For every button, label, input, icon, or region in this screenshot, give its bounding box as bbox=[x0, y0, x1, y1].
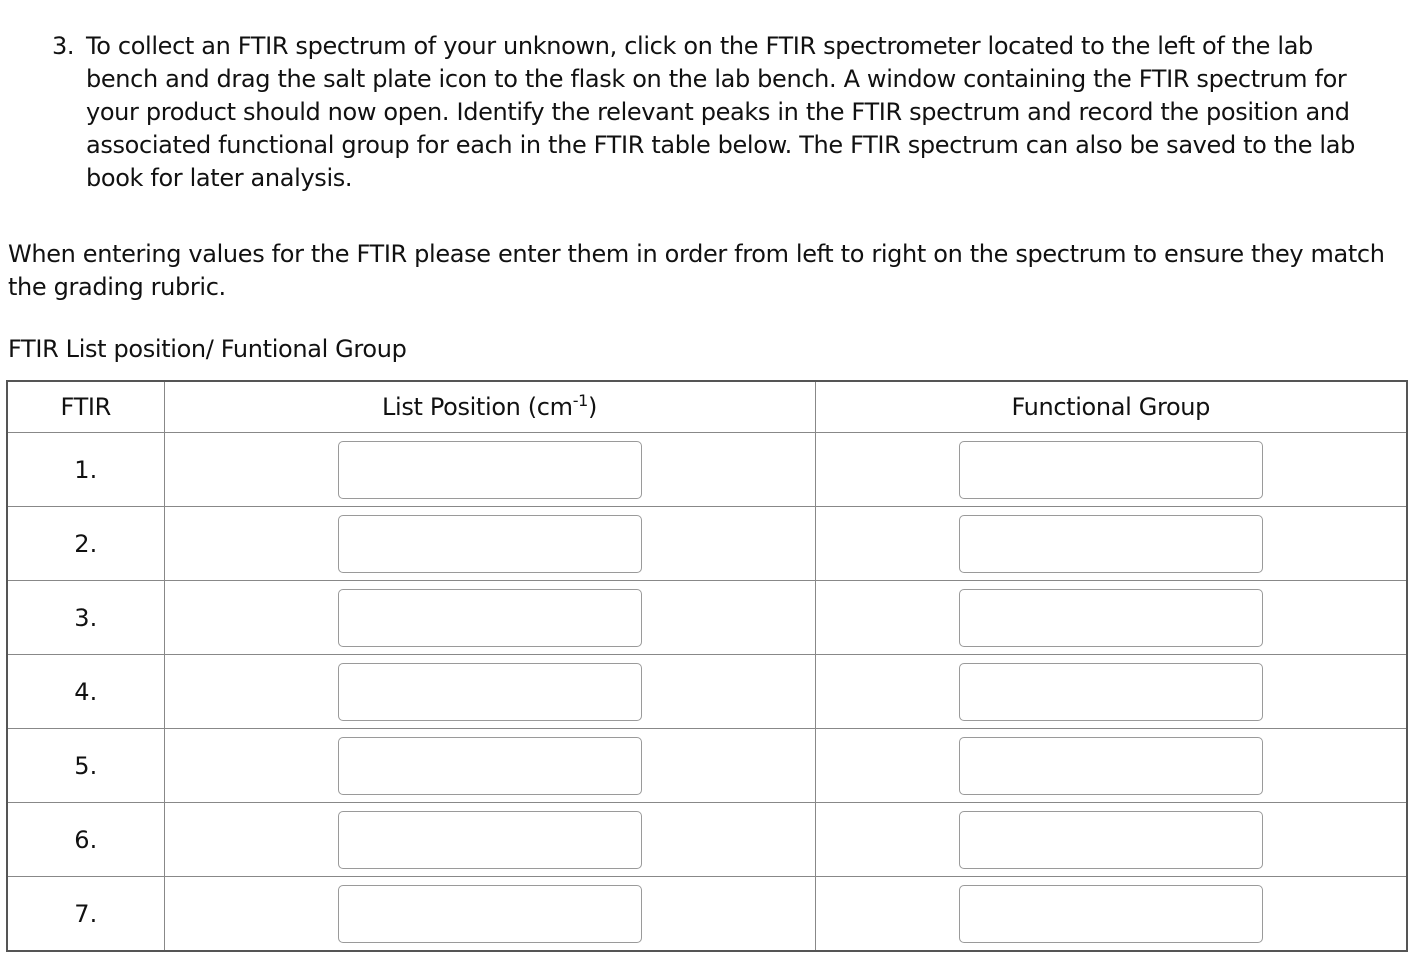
functional-group-input-2[interactable] bbox=[959, 515, 1263, 573]
functional-group-input-7[interactable] bbox=[959, 885, 1263, 943]
position-input-1[interactable] bbox=[338, 441, 642, 499]
position-input-5[interactable] bbox=[338, 737, 642, 795]
row-label: 1. bbox=[7, 433, 164, 507]
table-row bbox=[7, 507, 1407, 581]
header-position-prefix: List Position (cm bbox=[382, 393, 573, 421]
header-functional-group: Functional Group bbox=[815, 381, 1407, 433]
position-input-6[interactable] bbox=[338, 811, 642, 869]
functional-group-input-3[interactable] bbox=[959, 589, 1263, 647]
table-row bbox=[7, 803, 1407, 877]
position-input-4[interactable] bbox=[338, 663, 642, 721]
table-row bbox=[7, 729, 1407, 803]
table-caption: FTIR List position/ Funtional Group bbox=[8, 335, 407, 363]
table-row bbox=[7, 877, 1407, 952]
table-row bbox=[7, 433, 1407, 507]
position-input-7[interactable] bbox=[338, 885, 642, 943]
functional-group-input-1[interactable] bbox=[959, 441, 1263, 499]
row-label: 2. bbox=[7, 507, 164, 581]
table-row bbox=[7, 581, 1407, 655]
row-label: 7. bbox=[7, 877, 164, 952]
header-ftir: FTIR bbox=[7, 381, 164, 433]
position-input-2[interactable] bbox=[338, 515, 642, 573]
header-position-sup: -1 bbox=[572, 391, 588, 410]
row-label: 5. bbox=[7, 729, 164, 803]
table-header-row bbox=[7, 381, 1407, 433]
row-label: 6. bbox=[7, 803, 164, 877]
ftir-table bbox=[6, 380, 1408, 952]
ordering-note: When entering values for the FTIR please enter them in order from left to right on the spectrum to ensure they match the grading rubric. bbox=[8, 240, 1385, 301]
functional-group-input-6[interactable] bbox=[959, 811, 1263, 869]
question-number: 3. bbox=[52, 32, 75, 60]
row-label: 3. bbox=[7, 581, 164, 655]
functional-group-input-4[interactable] bbox=[959, 663, 1263, 721]
question-text: To collect an FTIR spectrum of your unknown, click on the FTIR spectrometer located to the left of the lab bench and drag the salt plate icon to the flask on the lab bench. A window containing the FTIR spectrum for your product should now open. Identify the relevant peaks in the FTIR spectrum and record the position and associated functional group for each in the FTIR table below. The FTIR spectrum can also be saved to the lab book for later analysis. bbox=[86, 32, 1355, 192]
row-label: 4. bbox=[7, 655, 164, 729]
header-position-suffix: ) bbox=[587, 393, 597, 421]
position-input-3[interactable] bbox=[338, 589, 642, 647]
table-row bbox=[7, 655, 1407, 729]
functional-group-input-5[interactable] bbox=[959, 737, 1263, 795]
question-instructions bbox=[52, 30, 1392, 195]
header-list-position bbox=[164, 381, 815, 433]
